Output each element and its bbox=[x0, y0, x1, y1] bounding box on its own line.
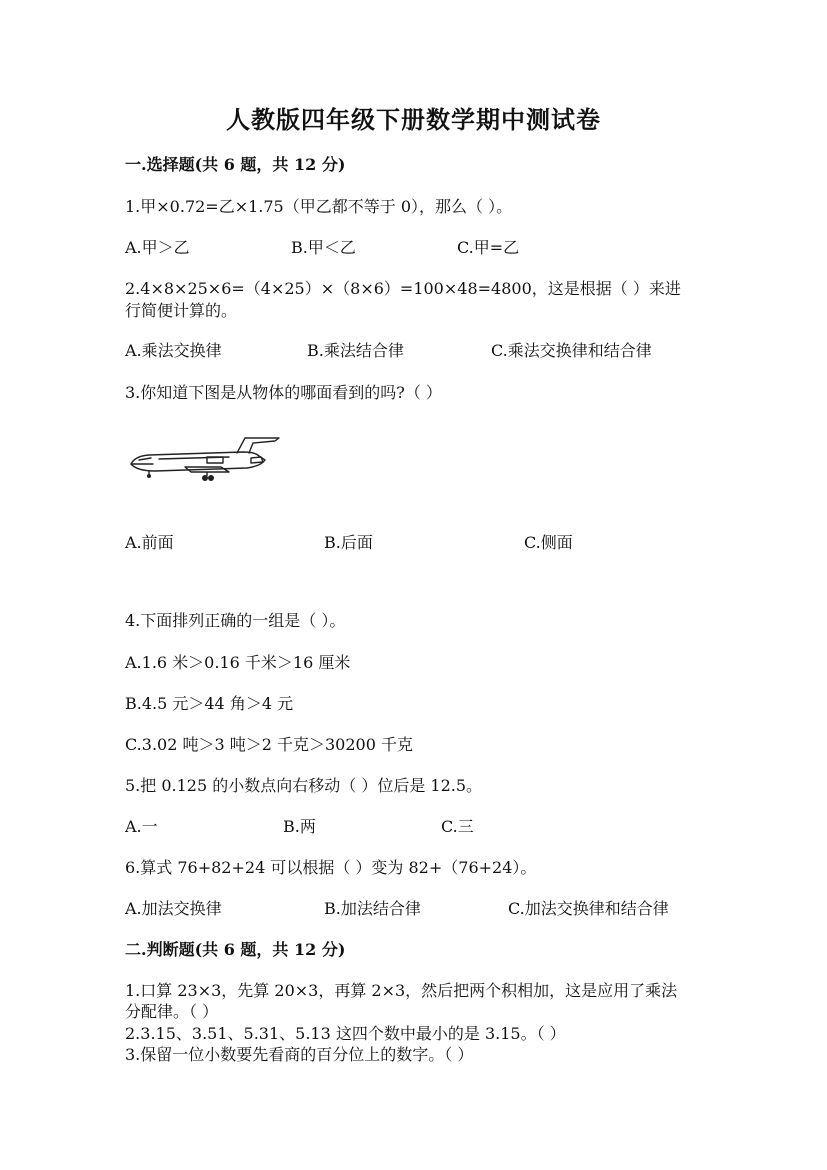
page-title: 人教版四年级下册数学期中测试卷 bbox=[226, 105, 601, 134]
question-1-option-a: A.甲＞乙 bbox=[125, 238, 190, 257]
question-4-option-b: B.4.5 元＞44 角＞4 元 bbox=[125, 694, 294, 713]
question-1-text: 1.甲×0.72=乙×1.75（甲乙都不等于 0），那么（ ）。 bbox=[125, 197, 513, 216]
question-5-option-b: B.两 bbox=[283, 817, 316, 836]
question-2-text-line-1: 2.4×8×25×6=（4×25）×（8×6）=100×48=4800，这是根据（ ）来进 bbox=[125, 279, 681, 298]
section-1-heading: 一.选择题(共 6 题，共 12 分) bbox=[125, 155, 346, 174]
question-4-text: 4.下面排列正确的一组是（ ）。 bbox=[125, 611, 346, 630]
judge-1-text-line-1: 1.口算 23×3，先算 20×3，再算 2×3，然后把两个积相加，这是应用了乘法 bbox=[125, 981, 678, 1000]
question-2-option-a: A.乘法交换律 bbox=[125, 341, 222, 360]
question-6-option-c: C.加法交换律和结合律 bbox=[508, 899, 669, 918]
question-2-option-c: C.乘法交换律和结合律 bbox=[491, 341, 652, 360]
question-3-text: 3.你知道下图是从物体的哪面看到的吗?（ ） bbox=[125, 383, 442, 402]
judge-3-text: 3.保留一位小数要先看商的百分位上的数字。（ ） bbox=[125, 1045, 474, 1064]
question-3-option-c: C.侧面 bbox=[524, 533, 573, 552]
question-6-option-a: A.加法交换律 bbox=[125, 899, 222, 918]
question-6-option-b: B.加法结合律 bbox=[324, 899, 421, 918]
judge-2-text: 2.3.15、3.51、5.31、5.13 这四个数中最小的是 3.15。（ ） bbox=[125, 1024, 566, 1043]
question-4-option-c: C.3.02 吨＞3 吨＞2 千克＞30200 千克 bbox=[125, 735, 413, 754]
question-5-option-a: A.一 bbox=[125, 817, 158, 836]
question-1-option-c: C.甲=乙 bbox=[457, 238, 520, 257]
question-5-text: 5.把 0.125 的小数点向右移动（ ）位后是 12.5。 bbox=[125, 776, 483, 795]
question-1-option-b: B.甲＜乙 bbox=[291, 238, 356, 257]
judge-1-text-line-2: 分配律。（ ） bbox=[125, 1002, 219, 1021]
question-3-option-b: B.后面 bbox=[324, 533, 373, 552]
section-2-heading: 二.判断题(共 6 题，共 12 分) bbox=[125, 940, 346, 959]
airplane-image bbox=[125, 434, 285, 490]
question-3-option-a: A.前面 bbox=[125, 533, 174, 552]
question-5-option-c: C.三 bbox=[441, 817, 474, 836]
question-2-text-line-2: 行简便计算的。 bbox=[125, 301, 238, 320]
question-2-option-b: B.乘法结合律 bbox=[307, 341, 404, 360]
question-4-option-a: A.1.6 米＞0.16 千米＞16 厘米 bbox=[125, 653, 351, 672]
question-6-text: 6.算式 76+82+24 可以根据（ ）变为 82+（76+24）。 bbox=[125, 858, 537, 877]
